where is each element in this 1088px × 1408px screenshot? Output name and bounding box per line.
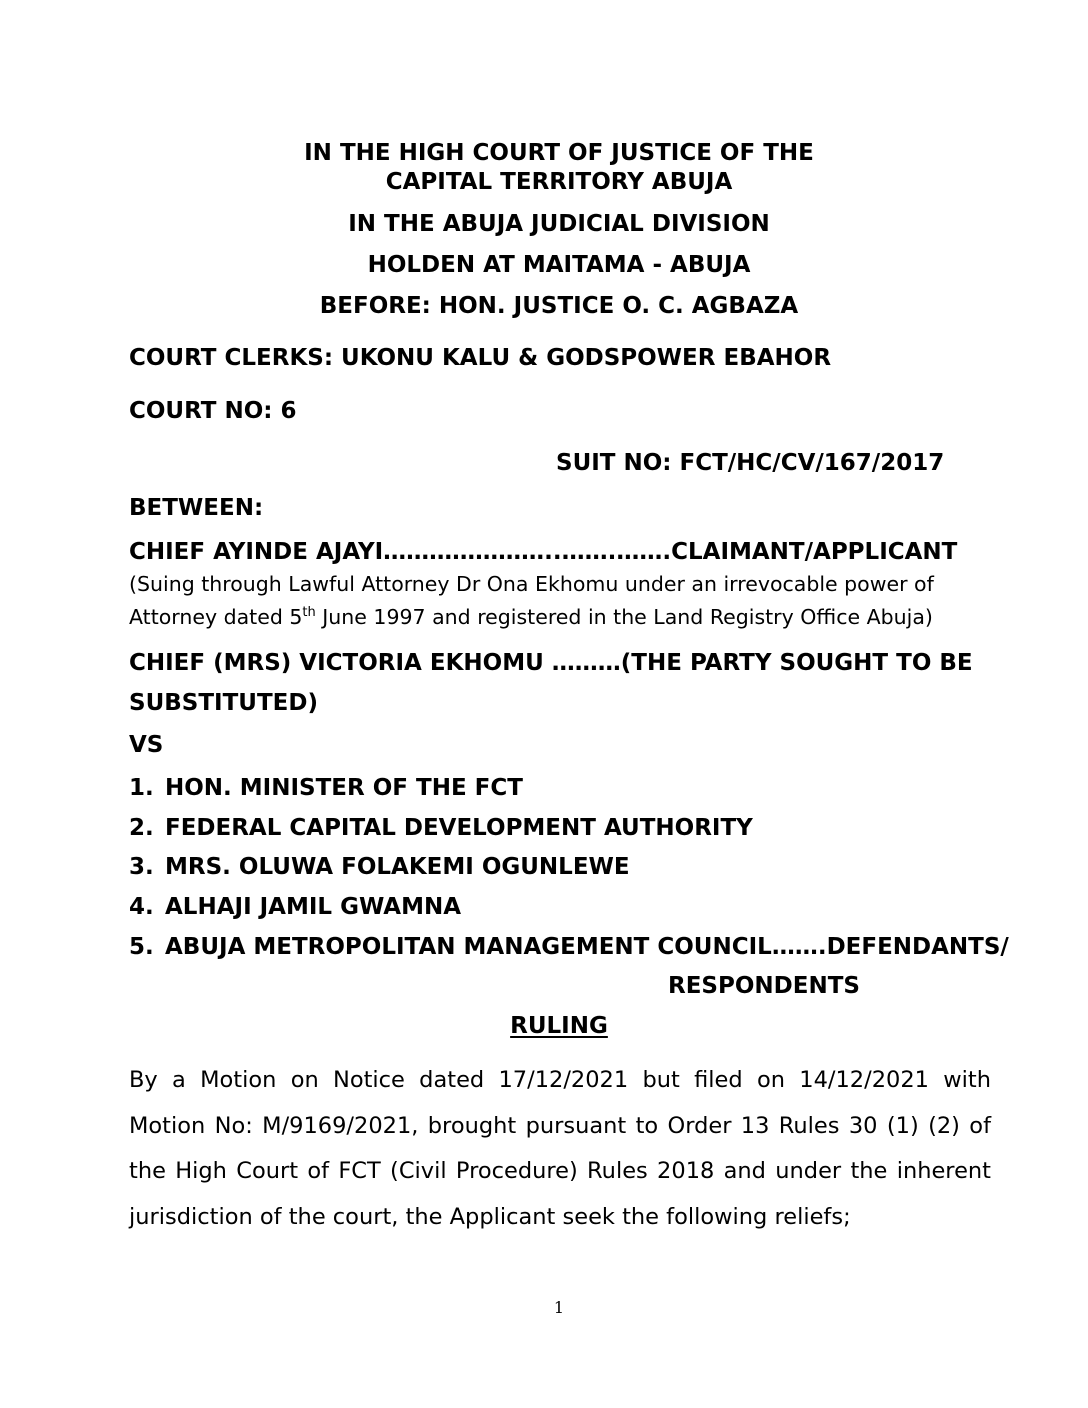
defendant-item: 2. FEDERAL CAPITAL DEVELOPMENT AUTHORITY [129,815,753,841]
substitute-party-line-2: SUBSTITUTED) [129,690,318,716]
defendant-item: 4. ALHAJI JAMIL GWAMNA [129,894,462,920]
holden-at: HOLDEN AT MAITAMA - ABUJA [367,252,751,278]
court-title-line-1: IN THE HIGH COURT OF JUSTICE OF THE [304,140,814,166]
defendant-item: 1. HON. MINISTER OF THE FCT [129,775,523,801]
respondents-label: RESPONDENTS [668,973,860,999]
court-number: COURT NO: 6 [129,398,297,424]
court-clerks: COURT CLERKS: UKONU KALU & GODSPOWER EBAHOR [129,345,832,371]
before-justice: BEFORE: HON. JUSTICE O. C. AGBAZA [319,293,799,319]
defendant-item: 5. ABUJA METROPOLITAN MANAGEMENT COUNCIL…….DEFENDANTS/ [129,934,1009,960]
suit-number: SUIT NO: FCT/HC/CV/167/2017 [556,450,945,476]
ruling-body-paragraph: By a Motion on Notice dated 17/12/2021 but filed on 14/12/2021 with Motion No: M/9169/2021, brought pursuant to Order 13 Rules 30 (1) (2) of the High Court of FCT (Civil Procedure) Rules 2018 and under the inherent jurisdiction of the court, the Applicant seek the following reliefs; [129,1067,991,1230]
ruling-title: RULING [510,1013,608,1039]
versus-label: VS [129,732,164,758]
defendant-item: 3. MRS. OLUWA FOLAKEMI OGUNLEWE [129,854,630,880]
court-title-line-2: CAPITAL TERRITORY ABUJA [385,169,733,195]
judicial-division: IN THE ABUJA JUDICIAL DIVISION [348,211,770,237]
page-number: 1 [553,1298,565,1317]
claimant-note-line-1: (Suing through Lawful Attorney Dr Ona Ekhomu under an irrevocable power of [129,572,934,596]
substitute-party-line-1: CHIEF (MRS) VICTORIA EKHOMU ………(THE PARTY SOUGHT TO BE [129,650,973,676]
claimant-note-line-2: Attorney dated 5th June 1997 and registered in the Land Registry Office Abuja) [129,605,933,629]
between-label: BETWEEN: [129,495,264,521]
claimant-line: CHIEF AYINDE AJAYI…………………..…….…….CLAIMANT/APPLICANT [129,539,958,565]
